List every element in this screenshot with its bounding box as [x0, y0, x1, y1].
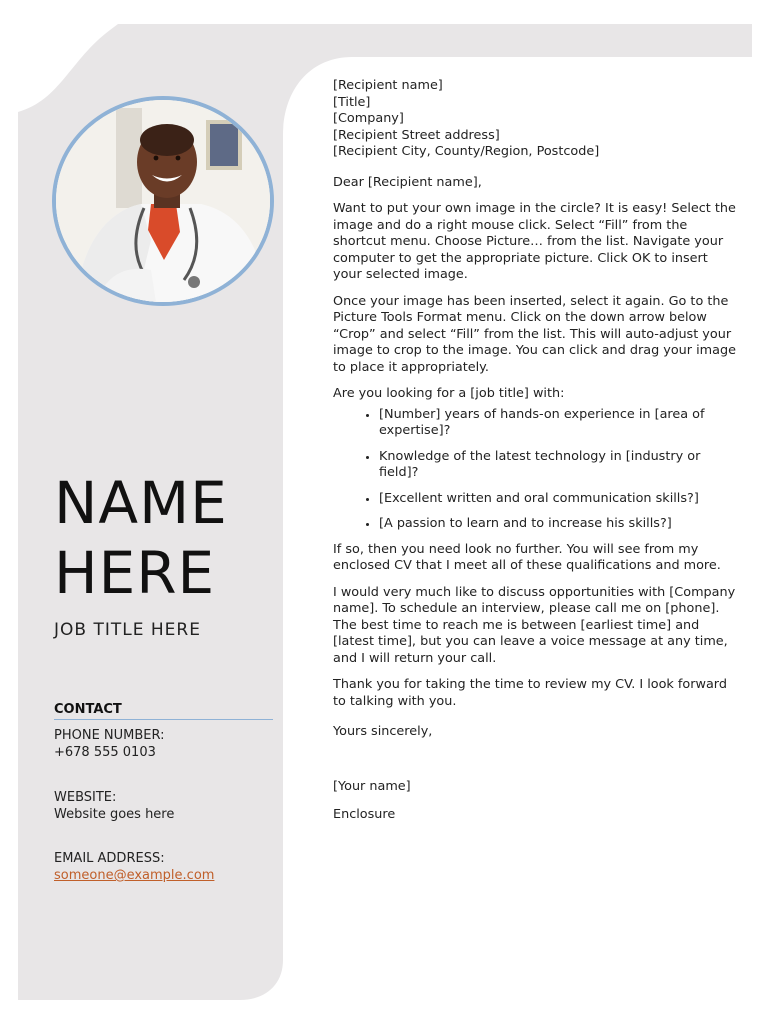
name-line-1: NAME — [54, 469, 228, 537]
candidate-name — [54, 468, 228, 608]
salutation: Dear [Recipient name], — [333, 174, 482, 190]
contact-divider — [54, 719, 273, 720]
recipient-company: [Company] — [333, 111, 404, 126]
email-label: EMAIL ADDRESS: — [54, 851, 165, 866]
contact-email — [54, 850, 214, 884]
recipient-street: [Recipient Street address] — [333, 127, 500, 143]
contact-phone — [54, 727, 165, 761]
paragraph-6: Thank you for taking the time to review my CV. I look forward to talking with you. — [333, 677, 727, 709]
list-item: • [Excellent written and oral communication skills?] — [379, 491, 738, 508]
enclosure-note: Enclosure — [333, 807, 396, 822]
closing: Yours sincerely, — [333, 724, 433, 739]
contact-heading: CONTACT — [54, 702, 122, 717]
phone-label: PHONE NUMBER: — [54, 728, 165, 743]
list-item: • [A passion to learn and to increase his skills?] — [379, 516, 738, 533]
recipient-name: [Recipient name] — [333, 78, 443, 93]
paragraph-4: If so, then you need look no further. You will see from my enclosed CV that I meet all of these qualifications and more. — [333, 541, 721, 573]
signature-name: [Your name] — [333, 778, 411, 794]
recipient-city: [Recipient City, County/Region, Postcode] — [333, 144, 600, 159]
cover-letter — [333, 78, 738, 834]
email-link[interactable]: someone@example.com — [54, 868, 215, 883]
recipient-title: [Title] — [333, 94, 371, 110]
name-line-2: HERE — [54, 539, 216, 607]
qualifications-list — [333, 407, 738, 533]
paragraph-2: Once your image has been inserted, select it again. Go to the Picture Tools Format menu. Click on the down arrow below “Crop” and select “Fill” from the list. This will auto-adjust your image to crop to the image. You can click and drag your image to place it appropriately. — [333, 293, 736, 375]
doctor-photo-image — [56, 100, 270, 302]
list-item: • [Number] years of hands-on experience in [area of expertise]? — [379, 407, 738, 440]
list-item: • Knowledge of the latest technology in [industry or field]? — [379, 449, 738, 482]
recipient-address — [333, 78, 738, 161]
paragraph-1: Want to put your own image in the circle? It is easy! Select the image and do a right mouse click. Select “Fill” from the shortcut menu. Choose Picture… from the list. Navigate your computer to get the appropriate picture. Click OK to insert your selected image. — [333, 201, 736, 282]
job-title: JOB TITLE HERE — [54, 620, 201, 640]
profile-photo — [52, 96, 274, 306]
paragraph-5: I would very much like to discuss opportunities with [Company name]. To schedule an interview, please call me on [phone]. The best time to reach me is between [earliest time] and [latest time], but you can leave a voice message at any time, and I will return your call. — [333, 584, 736, 666]
phone-value: +678 555 0103 — [54, 745, 156, 760]
website-value: Website goes here — [54, 807, 175, 822]
contact-website — [54, 789, 174, 823]
paragraph-3: Are you looking for a [job title] with: — [333, 386, 565, 401]
website-label: WEBSITE: — [54, 790, 117, 805]
